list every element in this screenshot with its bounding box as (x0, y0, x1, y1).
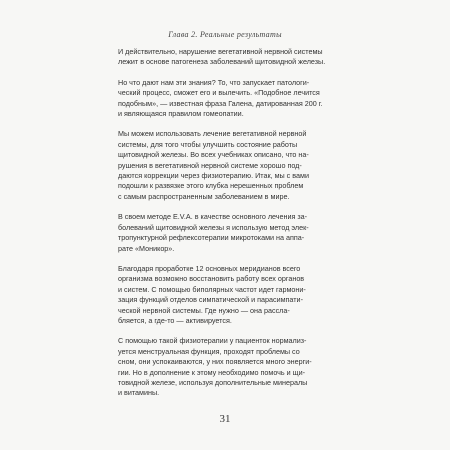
paragraph (118, 336, 330, 398)
text-line: В своем методе E.V.A. в качестве основного лечения за- (118, 212, 308, 222)
text-line: сном, они успокаиваются, у них появляется много энерги- (118, 357, 312, 367)
text-line: товидной железе, используя дополнительные минералы (118, 377, 308, 387)
text-line: и являющаяся правилом гомеопатии. (118, 109, 244, 119)
text-line: подобным», — известная фраза Галена, датированная 200 г. (118, 98, 323, 108)
text-line: с самым распространенным заболеванием в мире. (118, 191, 290, 201)
text-line: бляется, а где-то — активируется. (118, 315, 232, 325)
text-line: даются коррекции через физиотерапию. Итак, мы с вами (118, 171, 309, 181)
page-number: 31 (219, 413, 231, 425)
text-line: тропунктурной рефлексотерапии микротоками на аппа- (118, 233, 305, 243)
text-line: И действительно, нарушение вегетативной нервной системы (118, 47, 323, 56)
paragraph (118, 47, 330, 68)
text-line: Мы можем использовать лечение вегетативной нервной (118, 129, 307, 139)
text-line: рушения в вегетативной нервной системе хорошо под- (118, 160, 302, 170)
text-line: зация функций отделов симпатической и парасимпати- (118, 295, 303, 305)
text-line: болеваний щитовидной железы я использую метод элек- (118, 222, 309, 232)
text-line: рате «Моникор». (118, 243, 175, 253)
text-line: Но что дают нам эти знания? То, что запускает патологи- (118, 77, 310, 87)
text-line: щитовидной железы. Во всех учебниках описано, что на- (118, 150, 309, 160)
text-line: Благодаря проработке 12 основных меридианов всего (118, 263, 301, 273)
text-line: ческой нервной системы. Где нужно — она расслa- (118, 305, 290, 315)
text-line: гии. Но в дополнение к этому необходимо помочь и щи- (118, 367, 306, 377)
text-line: системы, для того чтобы улучшить состояние работы (118, 139, 298, 149)
paragraph (118, 212, 330, 254)
body-text (118, 47, 330, 409)
text-line: и систем. С помощью биполярных частот идет гармони- (118, 284, 306, 294)
text-line: ческий процесс, сможет его и вылечить. «Подобное лечится (118, 88, 320, 98)
paragraph (118, 78, 330, 120)
paragraph (118, 264, 330, 326)
text-line: организма возможно восстановить работу всех органов (118, 274, 305, 284)
text-line: лежит в основе патогенеза заболеваний щитовидной железы. (118, 57, 326, 67)
running-head: Глава 2. Реальные результаты (168, 30, 282, 39)
text-line: и витамины. (118, 388, 160, 398)
paragraph (118, 129, 330, 202)
text-line: уется менструальная функция, проходят проблемы со (118, 346, 300, 356)
text-line: С помощью такой физиотерапии у пациенток нормализ- (118, 336, 307, 346)
text-line: подошли к развязке этого клубка нерешенных проблем (118, 181, 304, 191)
